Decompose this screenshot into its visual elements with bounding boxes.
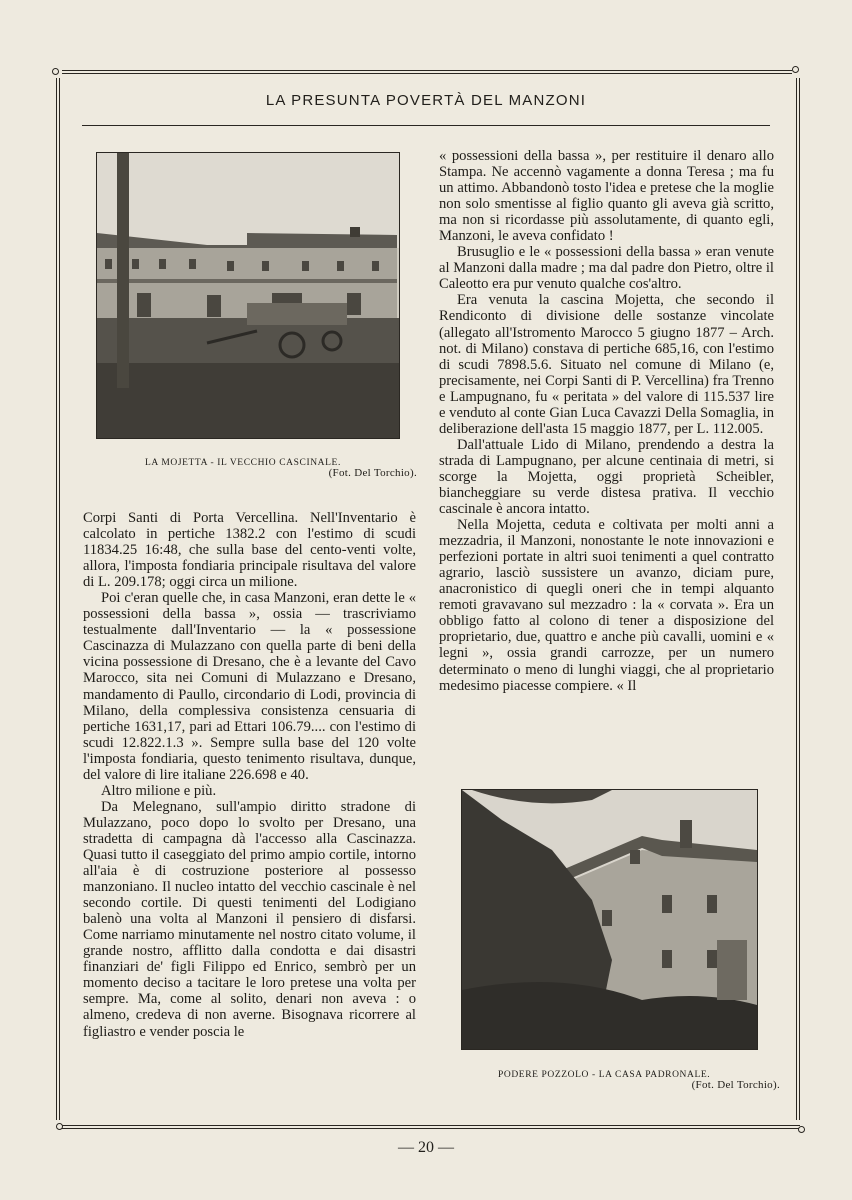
- frame-right-rule-inner: [799, 78, 800, 1120]
- frame-corner-ornament: [798, 1126, 805, 1133]
- paragraph: Nella Mojetta, ceduta e coltivata per molti anni a mezzadria, il Manzoni, nonostante le note innovazioni e perfezioni portate in altri suoi tenimenti a quel contratto agrario, lasciò sussistere un avanzo, diciam pure, anacronistico di quegli oneri che in tempi alquanto remoti gravavano sul mezzadro : la « corvata ». Era un obbligo fatto al colono di tener a disposizione del proprietario, due, quattro e anche più cavalli, uomini e « legni », ossia grandi carrozze, per un numero determinato o meno di lunghi viaggi, che al proprietario medesimo piacesse compiere. « Il: [439, 517, 774, 694]
- paragraph: Dall'attuale Lido di Milano, prendendo a destra la strada di Lampugnano, per alcune centinaia di metri, si scorge la Mojetta, oggi proprietà Scheibler, biancheggiare su verde distesa prativa. Il vecchio cascinale è ancora intatto.: [439, 436, 774, 518]
- paragraph: Brusuglio e le « possessioni della bassa » eran venute al Manzoni dalla madre ; ma dal padre don Pietro, oltre il Caleotto era pur venuto qualche cos'altro.: [439, 244, 774, 293]
- frame-corner-ornament: [56, 1123, 63, 1130]
- paragraph: Da Melegnano, sull'ampio diritto stradone di Mulazzano, poco dopo lo svolto per Dresano, una stradetta di campagna dà l'accesso alla Cascinazza. Quasi tutto il caseggiato del primo ampio cortile, intorno all'aia è di costruzione posteriore al possesso manzoniano. Il nucleo intatto del vecchio cascinale è nel secondo cortile. Di questi tenimenti del Lodigiano balenò una volta al Manzoni il pensiero di disfarsi. Come narriamo minutamente nel nostro citato volume, il grande nostro, afflitto dalla condotta e dai disastri finanziari de' figli Filippo ed Enrico, sembrò per un momento deciso a tacitare le loro pretese una volta per sempre. Ma, come al solito, denari non aveva : o almeno, credeva di non averne. Bisognava ricorrere al figliastro e vender poscia le: [83, 798, 416, 1040]
- paragraph: Era venuta la cascina Mojetta, che secondo il Rendiconto di divisione delle sostanze vincolate (allegato all'Istromento Marocco 5 giugno 1877 – Arch. not. di Milano) constava di pertiche 685,16, con l'estimo di scudi 7898.5.6. Situato nel comune di Milano (e, precisamente, nei Corpi Santi di P. Vercellina) fra Trenno e Lampugnano, fu « peritata » del valore di 115.537 lire e venduto al conte Gian Luca Cavazzi Della Somaglia, in deliberazione dell'asta 15 maggio 1877, per L. 112.005.: [439, 292, 774, 437]
- frame-bottom-rule: [62, 1125, 800, 1126]
- paragraph: « possessioni della bassa », per restituire il denaro allo Stampa. Ne accennò vagamente a donna Teresa ; ma fu un attimo. Abbandonò tosto l'idea e pretese che la moglie non solo smentisse al figlio quanto gli aveva già scritto, ma non si ricordasse più assolutamente, di quanto egli, Manzoni, le aveva confidato !: [439, 148, 774, 245]
- photo-mojetta-farmhouse: [96, 152, 400, 439]
- caption-text: PODERE POZZOLO - LA CASA PADRONALE.: [498, 1070, 711, 1080]
- right-text-column: [439, 148, 774, 694]
- photo-caption-pozzolo: [498, 1070, 780, 1091]
- frame-left-rule: [56, 78, 57, 1120]
- paragraph: Corpi Santi di Porta Vercellina. Nell'Inventario è calcolato in pertiche 1382.2 con l'estimo di scudi 11834.25 16:48, che sulla base del cento-venti volte, allora, l'imposta fondiaria principale risultava del valore di L. 209.178; oggi circa un milione.: [83, 510, 416, 591]
- frame-top-rule: [62, 70, 792, 71]
- frame-bottom-rule-inner: [62, 1128, 800, 1129]
- frame-right-rule: [796, 78, 797, 1120]
- running-head: LA PRESUNTA POVERTÀ DEL MANZONI: [265, 92, 587, 109]
- frame-corner-ornament: [52, 68, 59, 75]
- photo-pozzolo-manor-house: [461, 789, 758, 1050]
- running-head-rule: [82, 125, 770, 126]
- photo-caption-mojetta: [145, 458, 417, 479]
- page-number: — 20 —: [398, 1139, 454, 1156]
- paragraph: Poi c'eran quelle che, in casa Manzoni, eran dette le « possessioni della bassa », ossia — trascriviamo testualmente dall'Inventario — la « possessione Cascinazza di Mulazzano con quella parte di beni della vicina possessione di Dresano, che è a levante del Cavo Marocco, sita nei Comuni di Mulazzano e Dresano, mandamento di Paullo, circondario di Lodi, provincia di Milano, della complessiva consistenza censuaria di pertiche 1631,17, pari ad Ettari 106.79.... con l'estimo di scudi 12.822.1.3 ». Sempre sulla base del 120 volte l'imposta fondiaria, questo tenimento risultava, dunque, del valore di lire italiane 226.698 e 40.: [83, 590, 416, 783]
- frame-corner-ornament: [792, 66, 799, 73]
- caption-text: LA MOJETTA - IL VECCHIO CASCINALE.: [145, 458, 341, 468]
- photo-credit: (Fot. Del Torchio).: [328, 467, 417, 479]
- paragraph: Altro milione e più.: [101, 782, 217, 799]
- left-text-column: [83, 510, 416, 1040]
- photo-credit: (Fot. Del Torchio).: [691, 1079, 780, 1091]
- frame-left-rule-inner: [59, 78, 60, 1120]
- frame-top-rule-inner: [62, 73, 792, 74]
